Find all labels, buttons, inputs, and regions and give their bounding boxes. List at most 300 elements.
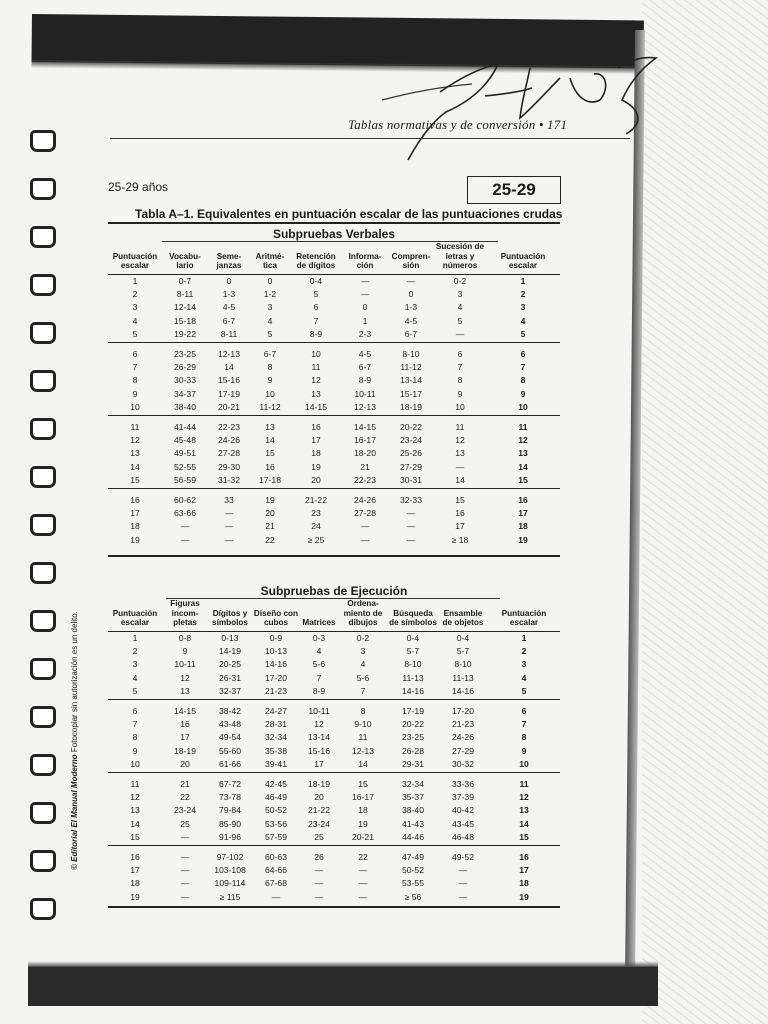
raw-score-cell: 11 [311, 361, 321, 372]
raw-score-cell: 14-19 [219, 645, 241, 656]
raw-score-cell: 46-48 [452, 832, 474, 843]
raw-score-cell: — [458, 865, 468, 875]
raw-score-cell: 22-23 [354, 475, 376, 486]
binder-ring-icon [30, 370, 56, 392]
raw-score-cell: 42-45 [265, 778, 287, 789]
raw-score-cell: 61-66 [219, 759, 241, 770]
execution-column-header: Puntuación escalar [108, 599, 162, 631]
raw-score-cell: — [180, 891, 190, 902]
raw-score-cell: 38-40 [174, 402, 196, 413]
scaled-score-cell: 17 [519, 865, 529, 875]
raw-score-cell: 16 [265, 461, 275, 472]
raw-score-cell: 14 [265, 434, 275, 445]
raw-score-cell: 34-37 [174, 388, 196, 399]
raw-score-cell: 0-2 [356, 632, 370, 643]
raw-score-cell: 0-4 [406, 632, 420, 643]
raw-score-cell: 14-15 [305, 402, 327, 413]
binder-ring-icon [30, 850, 56, 872]
raw-score-cell: 32-37 [219, 686, 241, 697]
raw-score-cell: 21-23 [265, 686, 287, 697]
raw-score-cell: — [314, 878, 324, 889]
table-row [108, 274, 560, 288]
table-row [108, 315, 560, 328]
raw-score-cell: 37-39 [452, 791, 474, 802]
binder-ring-icon [30, 610, 56, 632]
table-row [108, 301, 560, 314]
raw-score-cell: 1-3 [404, 302, 418, 313]
scaled-score-cell: 14 [130, 818, 140, 829]
table-row [108, 374, 560, 387]
raw-score-cell: 27-28 [218, 448, 240, 459]
raw-score-cell: 35-38 [265, 745, 287, 756]
running-head: Tablas normativas y de conversión • 171 [348, 117, 568, 132]
raw-score-cell: — [224, 508, 234, 518]
raw-score-cell: 6-7 [263, 348, 277, 359]
raw-score-cell: 60-63 [265, 851, 287, 862]
raw-score-cell: — [180, 832, 190, 843]
raw-score-cell: 13 [180, 686, 190, 697]
raw-score-cell: 23-25 [402, 732, 424, 743]
verbal-column-header: Puntuación escalar [486, 242, 560, 274]
table-row [108, 877, 560, 890]
raw-score-cell: 17 [455, 521, 465, 532]
raw-score-cell: — [406, 275, 416, 286]
raw-score-cell: 4-5 [222, 302, 236, 313]
binder-ring-icon [30, 130, 56, 152]
raw-score-cell: 0-4 [456, 632, 470, 643]
binder-ring-icon [30, 514, 56, 536]
raw-score-cell: 10-11 [354, 388, 376, 399]
execution-column-header: Ordena-miento de dibujos [338, 599, 388, 631]
raw-score-cell: — [360, 521, 370, 532]
raw-score-cell: 11-13 [452, 672, 474, 683]
scaled-score-cell: 18 [518, 521, 528, 532]
raw-score-cell: 20-22 [402, 718, 424, 729]
scaled-score-cell: 10 [518, 402, 528, 413]
table-row [108, 507, 560, 520]
table-row [108, 361, 560, 374]
raw-score-cell: 22 [358, 851, 368, 862]
raw-score-cell: — [224, 534, 234, 545]
raw-score-cell: 14-16 [265, 659, 287, 670]
table-row [108, 494, 560, 507]
raw-score-cell: 12 [314, 718, 324, 729]
verbal-column-header: Informa-ción [342, 242, 388, 274]
scaled-score-cell: 14 [519, 818, 529, 829]
binder-ring-icon [30, 706, 56, 728]
raw-score-cell: 13 [265, 421, 275, 432]
raw-score-cell: 39-41 [265, 759, 287, 770]
scaled-score-cell: 12 [130, 791, 140, 802]
scaled-score-cell: 8 [132, 375, 138, 386]
raw-score-cell: 45-48 [174, 434, 196, 445]
table-row [108, 388, 560, 401]
raw-score-cell: 21-23 [452, 718, 474, 729]
raw-score-cell: 11 [455, 421, 465, 432]
scaled-score-cell: 3 [132, 659, 138, 670]
raw-score-cell: 10 [311, 348, 321, 359]
binder-ring-icon [30, 418, 56, 440]
raw-score-cell: 12 [311, 375, 321, 386]
raw-score-cell: 41-43 [402, 818, 424, 829]
table-row [108, 851, 560, 864]
raw-score-cell: 10-13 [265, 645, 287, 656]
age-group-label: 25-29 años [108, 180, 169, 194]
raw-score-cell: — [358, 878, 368, 889]
scaled-score-cell: 5 [132, 686, 138, 697]
raw-score-cell: 23-24 [400, 434, 422, 445]
raw-score-cell: 15 [265, 448, 275, 459]
execution-column-header: Matrices [300, 599, 338, 631]
raw-score-cell: 33 [224, 494, 234, 505]
raw-score-cell: 53-55 [402, 878, 424, 889]
table-row [108, 534, 560, 547]
verbal-column-header: Sucesión de letras y números [434, 242, 486, 274]
raw-score-cell: 26-28 [402, 745, 424, 756]
raw-score-cell: 21 [360, 461, 370, 472]
raw-score-cell: 5-7 [406, 645, 420, 656]
execution-column-header: Diseño con cubos [252, 599, 300, 631]
scaled-score-cell: 6 [520, 348, 526, 359]
raw-score-cell: 9-10 [354, 718, 372, 729]
scaled-score-cell: 7 [521, 718, 527, 729]
raw-score-cell: 22 [265, 534, 275, 545]
raw-score-cell: — [180, 878, 190, 889]
scaled-score-cell: 18 [130, 878, 140, 889]
raw-score-cell: 17-19 [402, 705, 424, 716]
raw-score-cell: ≥ 25 [307, 534, 325, 545]
scaled-score-cell: 2 [521, 645, 527, 656]
scaled-score-cell: 16 [519, 851, 529, 862]
raw-score-cell: 8-10 [404, 659, 422, 670]
raw-score-cell: 13 [311, 388, 321, 399]
raw-score-cell: 4 [457, 302, 463, 313]
scaled-score-cell: 9 [132, 388, 138, 399]
binder-ring-icon [30, 466, 56, 488]
raw-score-cell: 6 [457, 348, 463, 359]
raw-score-cell: 57-59 [265, 832, 287, 843]
table-row [108, 520, 560, 533]
copyright-notice [70, 611, 79, 870]
raw-score-cell: 27-29 [452, 745, 474, 756]
raw-score-cell: 0-9 [269, 632, 283, 643]
raw-score-cell: 30-31 [400, 475, 422, 486]
verbal-table [108, 242, 560, 547]
raw-score-cell: 17 [311, 434, 321, 445]
scaled-score-cell: 12 [130, 434, 140, 445]
scaled-score-cell: 8 [521, 732, 527, 743]
verbal-column-header: Seme-janzas [208, 242, 250, 274]
raw-score-cell: 47-49 [402, 851, 424, 862]
raw-score-cell: 25-26 [400, 448, 422, 459]
raw-score-cell: 9 [267, 375, 273, 386]
scaled-score-cell: 4 [132, 315, 138, 326]
raw-score-cell: 6 [313, 302, 319, 313]
raw-score-cell: 0-2 [453, 275, 467, 286]
scaled-score-cell: 19 [519, 891, 529, 902]
raw-score-cell: 91-96 [219, 832, 241, 843]
raw-score-cell: 73-78 [219, 791, 241, 802]
raw-score-cell: 17-20 [452, 705, 474, 716]
copyright-publisher: © Editorial El Manual Moderno [70, 754, 79, 870]
raw-score-cell: 14 [224, 361, 234, 372]
scaled-score-cell: 6 [132, 348, 138, 359]
copyright-text: Fotocopiar sin autorización es un delito. [70, 611, 79, 753]
raw-score-cell: 4 [360, 659, 366, 670]
raw-score-cell: 27-28 [354, 508, 376, 518]
raw-score-cell: 3 [360, 645, 366, 656]
raw-score-cell: 19 [311, 461, 321, 472]
raw-score-cell: 18 [311, 448, 321, 459]
raw-score-cell: 50-52 [265, 805, 287, 816]
table-row [108, 288, 560, 301]
scaled-score-cell: 19 [518, 534, 528, 545]
raw-score-cell: 44-46 [402, 832, 424, 843]
raw-score-cell: 13 [455, 448, 465, 459]
raw-score-cell: 4 [267, 315, 273, 326]
scaled-score-cell: 4 [520, 315, 526, 326]
raw-score-cell: 16 [311, 421, 321, 432]
scaled-score-cell: 5 [520, 329, 526, 340]
raw-score-cell: 5 [457, 315, 463, 326]
raw-score-cell: 10-11 [174, 659, 196, 670]
raw-score-cell: 10-11 [308, 705, 330, 716]
raw-score-cell: 21 [180, 778, 190, 789]
raw-score-cell: 16-17 [354, 434, 376, 445]
raw-score-cell: 13-14 [308, 732, 330, 743]
raw-score-cell: 21 [265, 521, 275, 532]
raw-score-cell: 0-8 [178, 632, 192, 643]
raw-score-cell: 11-12 [259, 402, 281, 413]
scaled-score-cell: 15 [130, 832, 140, 843]
raw-score-cell: ≥ 18 [451, 534, 469, 545]
execution-section-title: Subpruebas de Ejecución [260, 584, 408, 598]
raw-score-cell: 29-31 [402, 759, 424, 770]
raw-score-cell: 14-16 [402, 686, 424, 697]
verbal-column-header: Compren-sión [388, 242, 434, 274]
raw-score-cell: 49-51 [174, 448, 196, 459]
raw-score-cell: 16 [180, 718, 190, 729]
raw-score-cell: 6-7 [358, 361, 372, 372]
raw-score-cell: 8-11 [176, 288, 194, 299]
raw-score-cell: 5-7 [456, 645, 470, 656]
raw-score-cell: 4-5 [404, 315, 418, 326]
raw-score-cell: 0-7 [178, 275, 192, 286]
raw-score-cell: 23-24 [174, 805, 196, 816]
scaled-score-cell: 9 [521, 745, 527, 756]
raw-score-cell: 5-6 [356, 672, 370, 683]
raw-score-cell: 24-26 [354, 494, 376, 505]
raw-score-cell: 16 [455, 508, 465, 518]
table-row [108, 672, 560, 685]
raw-score-cell: 31-32 [218, 475, 240, 486]
raw-score-cell: 64-66 [265, 865, 287, 875]
scaled-score-cell: 10 [519, 759, 529, 770]
raw-score-cell: — [224, 521, 234, 532]
table-row [108, 474, 560, 488]
raw-score-cell: 15-18 [174, 315, 196, 326]
raw-score-cell: 9 [457, 388, 463, 399]
raw-score-cell: 49-52 [452, 851, 474, 862]
raw-score-cell: 22 [180, 791, 190, 802]
raw-score-cell: 8-9 [358, 375, 372, 386]
raw-score-cell: — [406, 508, 416, 518]
scaled-score-cell: 11 [518, 421, 528, 432]
raw-score-cell: 12-14 [174, 302, 196, 313]
raw-score-cell: 0-4 [309, 275, 323, 286]
table-row [108, 328, 560, 342]
scaled-score-cell: 17 [130, 508, 140, 518]
raw-score-cell: 43-45 [452, 818, 474, 829]
raw-score-cell: 24-26 [218, 434, 240, 445]
scaled-score-cell: 3 [521, 659, 527, 670]
raw-score-cell: 25 [180, 818, 190, 829]
raw-score-cell: 19 [265, 494, 275, 505]
raw-score-cell: 55-60 [219, 745, 241, 756]
scaled-score-cell: 1 [132, 632, 138, 643]
raw-score-cell: — [360, 288, 370, 299]
raw-score-cell: 32-34 [265, 732, 287, 743]
raw-score-cell: 52-55 [174, 461, 196, 472]
raw-score-cell: 15-17 [400, 388, 422, 399]
scaled-score-cell: 4 [132, 672, 138, 683]
raw-score-cell: 79-84 [219, 805, 241, 816]
raw-score-cell: 0-13 [221, 632, 239, 643]
raw-score-cell: 20-21 [218, 402, 240, 413]
execution-header-row [108, 599, 560, 631]
raw-score-cell: 8-10 [454, 659, 472, 670]
raw-score-cell: 85-90 [219, 818, 241, 829]
raw-score-cell: 38-42 [219, 705, 241, 716]
raw-score-cell: 11-12 [400, 361, 422, 372]
scaled-score-cell: 8 [520, 375, 526, 386]
raw-score-cell: 7 [360, 686, 366, 697]
scaled-score-cell: 13 [518, 448, 528, 459]
raw-score-cell: 15 [358, 778, 368, 789]
scaled-score-cell: 1 [521, 632, 527, 643]
scaled-score-cell: 19 [130, 891, 140, 902]
table-row [108, 434, 560, 447]
verbal-column-header: Puntuación escalar [108, 242, 162, 274]
raw-score-cell: — [180, 534, 190, 545]
table-row [108, 348, 560, 361]
verbal-column-header: Aritmé-tica [250, 242, 290, 274]
raw-score-cell: 10 [455, 402, 465, 413]
scaled-score-cell: 16 [130, 494, 140, 505]
scaled-score-cell: 7 [132, 361, 138, 372]
binder-ring-icon [30, 802, 56, 824]
raw-score-cell: 0 [267, 275, 273, 286]
raw-score-cell: 67-68 [265, 878, 287, 889]
execution-column-header: Ensamble de objetos [438, 599, 488, 631]
scaled-score-cell: 11 [130, 778, 140, 789]
raw-score-cell: — [180, 865, 190, 875]
scaled-score-cell: 7 [520, 361, 526, 372]
raw-score-cell: 26-31 [219, 672, 241, 683]
scaled-score-cell: 2 [132, 645, 138, 656]
raw-score-cell: 0 [362, 302, 368, 313]
scaled-score-cell: 5 [521, 686, 527, 697]
table-row [108, 791, 560, 804]
age-group-box: 25-29 [467, 176, 561, 204]
raw-score-cell: 10 [265, 388, 275, 399]
raw-score-cell: 23-24 [308, 818, 330, 829]
raw-score-cell: — [358, 891, 368, 902]
raw-score-cell: — [314, 891, 324, 902]
raw-score-cell: 8 [360, 705, 366, 716]
table-row [108, 685, 560, 699]
scaled-score-cell: 3 [520, 302, 526, 313]
raw-score-cell: — [455, 329, 465, 340]
raw-score-cell: 15-16 [218, 375, 240, 386]
raw-score-cell: 28-31 [265, 718, 287, 729]
raw-score-cell: 21-22 [308, 805, 330, 816]
raw-score-cell: 32-33 [400, 494, 422, 505]
raw-score-cell: 3 [457, 288, 463, 299]
raw-score-cell: 15 [455, 494, 465, 505]
scaled-score-cell: 9 [520, 388, 526, 399]
raw-score-cell: 8-9 [312, 686, 326, 697]
verbal-header-row [108, 242, 560, 274]
raw-score-cell: 27-29 [400, 461, 422, 472]
table-row [108, 731, 560, 744]
raw-score-cell: 56-59 [174, 475, 196, 486]
execution-column-header: Búsqueda de símbolos [388, 599, 438, 631]
raw-score-cell: 46-49 [265, 791, 287, 802]
scaled-score-cell: 17 [130, 865, 140, 875]
raw-score-cell: 20 [265, 508, 275, 518]
verbal-table-bottom-rule [108, 555, 560, 557]
scaled-score-cell: 7 [132, 718, 138, 729]
raw-score-cell: 9 [182, 645, 188, 656]
raw-score-cell: 43-48 [219, 718, 241, 729]
raw-score-cell: 17 [180, 732, 190, 743]
table-row [108, 864, 560, 877]
raw-score-cell: 12 [180, 672, 190, 683]
scaled-score-cell: 11 [130, 421, 140, 432]
table-row [108, 745, 560, 758]
table-row [108, 705, 560, 718]
scaled-score-cell: 15 [130, 475, 140, 486]
raw-score-cell: 35-37 [402, 791, 424, 802]
scaled-score-cell: 15 [518, 475, 528, 486]
raw-score-cell: 109-114 [214, 878, 246, 889]
binder-ring-icon [30, 898, 56, 920]
scaled-score-cell: 8 [132, 732, 138, 743]
execution-table [108, 599, 560, 904]
raw-score-cell: 67-72 [219, 778, 241, 789]
table-row [108, 658, 560, 671]
raw-score-cell: 14-15 [174, 705, 196, 716]
raw-score-cell: 26-29 [174, 361, 196, 372]
raw-score-cell: 38-40 [402, 805, 424, 816]
scaled-score-cell: 16 [518, 494, 528, 505]
scaled-score-cell: 10 [130, 402, 140, 413]
raw-score-cell: 8-11 [220, 329, 238, 340]
scaled-score-cell: 3 [132, 302, 138, 313]
raw-score-cell: 6-7 [404, 329, 418, 340]
handwritten-signature [380, 48, 670, 168]
raw-score-cell: 30-33 [174, 375, 196, 386]
scaled-score-cell: 1 [520, 275, 526, 286]
raw-score-cell: 1-2 [263, 288, 277, 299]
raw-score-cell: 19 [358, 818, 368, 829]
raw-score-cell: 18-19 [400, 402, 422, 413]
raw-score-cell: 40-42 [452, 805, 474, 816]
binder-ring-icon [30, 178, 56, 200]
raw-score-cell: 8 [267, 361, 273, 372]
raw-score-cell: ≥ 115 [219, 891, 241, 902]
